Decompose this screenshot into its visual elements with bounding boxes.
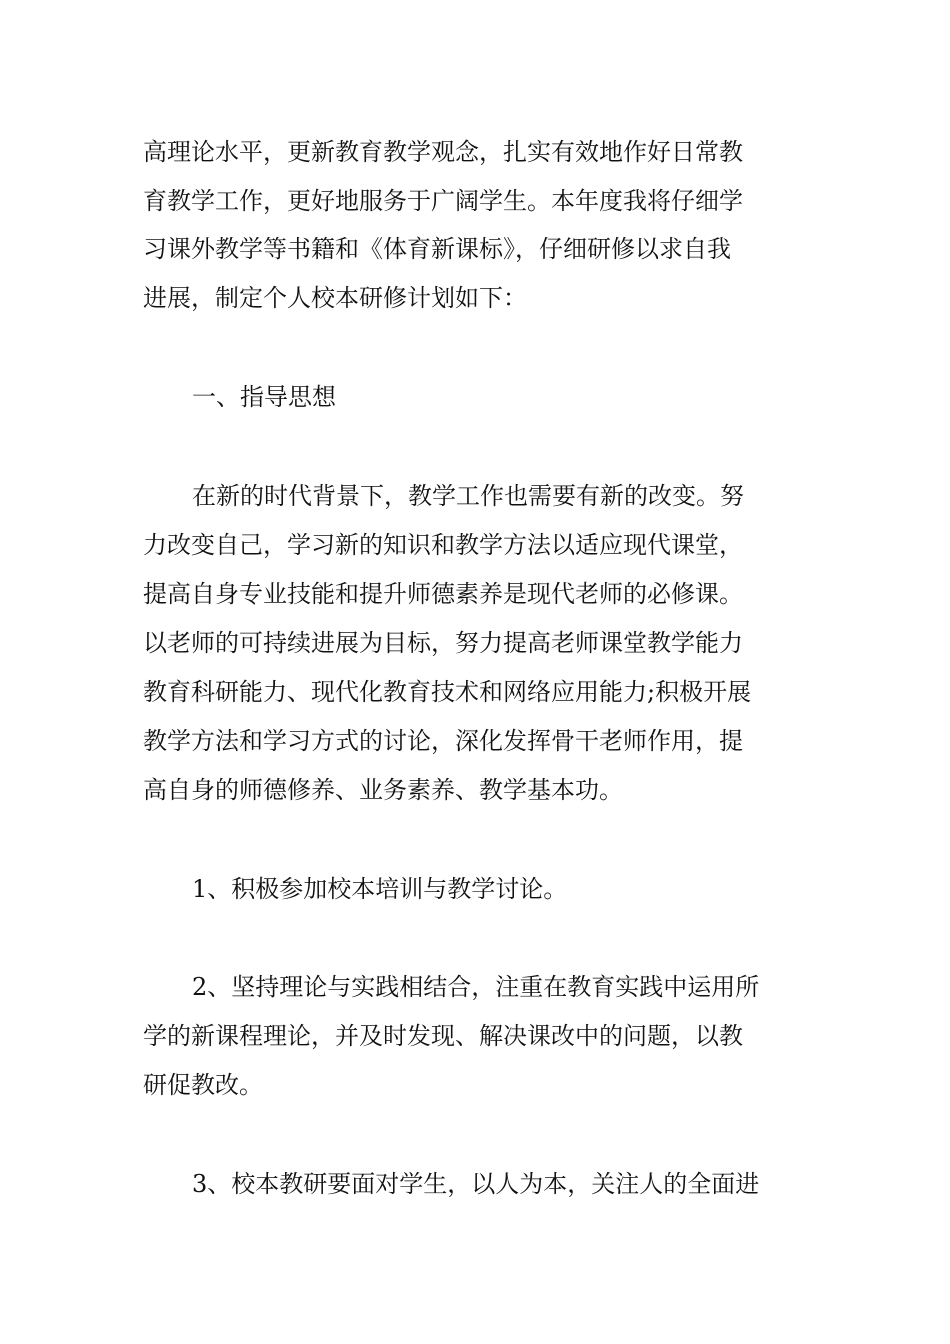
list-item-2-line-3: 研促教改。 [143,1071,263,1099]
intro-line-3: 习课外教学等书籍和《体育新课标》，仔细研修以求自我 [143,235,731,263]
guiding-line-1: 在新的时代背景下，教学工作也需要有新的改变。努 [192,482,744,510]
list-item-3-line-1: 3、校本教研要面对学生，以人为本，关注人的全面进 [192,1170,760,1198]
intro-line-1: 高理论水平，更新教育教学观念，扎实有效地作好日常教 [143,138,743,166]
list-item-1: 1、积极参加校本培训与教学讨论。 [192,875,568,903]
list-item-2-line-2: 学的新课程理论，并及时发现、解决课改中的问题，以教 [143,1022,743,1050]
guiding-line-2: 力改变自己，学习新的知识和教学方法以适应现代课堂， [143,531,743,559]
guiding-line-3: 提高自身专业技能和提升师德素养是现代老师的必修课。 [143,580,743,608]
list-item-2-line-1: 2、坚持理论与实践相结合，注重在教育实践中运用所 [192,973,760,1001]
guiding-line-4: 以老师的可持续进展为目标，努力提高老师课堂教学能力 [143,629,743,657]
section-heading-guiding-thought: 一、指导思想 [192,383,336,411]
guiding-line-6: 教学方法和学习方式的讨论，深化发挥骨干老师作用，提 [143,727,743,755]
guiding-line-7: 高自身的师德修养、业务素养、教学基本功。 [143,776,623,804]
intro-line-2: 育教学工作，更好地服务于广阔学生。本年度我将仔细学 [143,187,743,215]
guiding-line-5: 教育科研能力、现代化教育技术和网络应用能力;积极开展 [143,678,752,706]
intro-line-4: 进展，制定个人校本研修计划如下： [143,284,527,312]
